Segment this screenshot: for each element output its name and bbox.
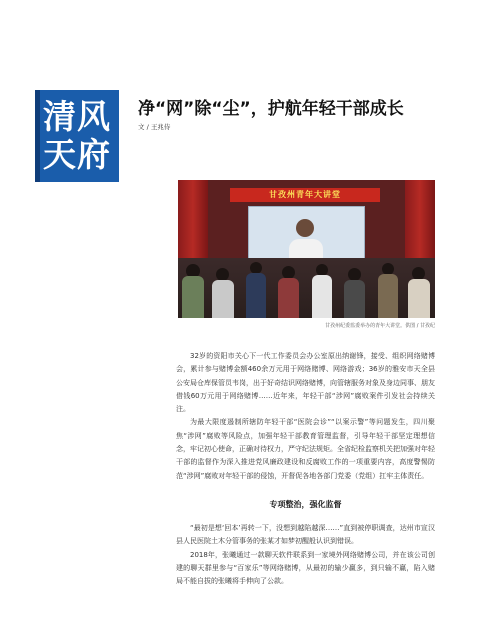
paragraph: 为最大限度遏制所辖防年轻干部“医院会诊”“以案示警”等问题发生，四川聚焦“涉网”腐败等风险点，加强年轻干部教育管理监督，引导年轻干部坚定理想信念，牢记初心使命，正确对待权力，严守纪法规矩。全省纪检监察机关把加强对年轻干部的监督作为深入推进党风廉政建设和反腐败工作的一项重要内容，高度警惕防范“涉网”腐败对年轻干部的侵蚀，开督促各地各部门党委（党组）扛牢主体责任。 xyxy=(176,418,435,480)
audience-body xyxy=(344,280,365,318)
audience-body xyxy=(312,275,332,318)
audience-body xyxy=(182,276,204,318)
paragraph: 32岁的资阳市关心下一代工作委员会办公室原出纳谢锋，接受、组织网络赌博会，累计参与赌博金额460余万元用于网络赌博、网络游戏；36岁的雅安市天全县公安局仓库保管员韦岗，出于好奇结识网络赌博，向管辖服务对象及身边同事、朋友借钱60万元用于网络赌博……近年来，年轻干部“涉网”腐败案件引发社会持续关注。 xyxy=(176,352,435,414)
audience-body xyxy=(378,274,398,318)
lecture-photo xyxy=(178,180,435,318)
photo-banner: 甘孜州青年大讲堂 xyxy=(230,188,380,202)
paragraph: “最初是想‘回本’再转一下，没想到越陷越深……”直到被停职调查，达州市宣汉县人民医院土木分管事务的张某才如梦初醒般认识到错误。 xyxy=(176,524,435,546)
column-title-line1: 清风 xyxy=(43,97,111,136)
photo-caption: 甘孜州纪委监委举办的青年大讲堂。供图 / 甘孜纪 xyxy=(325,323,435,329)
audience-body xyxy=(212,280,234,318)
audience xyxy=(178,258,435,318)
article-section-2 xyxy=(176,522,435,588)
article-section-1 xyxy=(176,350,435,483)
audience-body xyxy=(246,273,266,318)
headline: 净“网”除“尘”，护航年轻干部成长 xyxy=(138,99,404,119)
section-subheading: 专项整治，强化监督 xyxy=(269,500,342,509)
column-badge xyxy=(35,90,119,182)
column-badge-accent xyxy=(35,90,40,182)
column-title-line2: 天府 xyxy=(43,135,111,174)
byline: 文 / 王兆侍 xyxy=(138,123,171,131)
speaker-head xyxy=(296,219,314,237)
audience-body xyxy=(408,279,430,318)
audience-body xyxy=(278,278,299,318)
paragraph: 2018年，张曦通过一款聊天软件联系到一家境外网络赌博公司，并在该公司创建的聊天群里参与“百家乐”等网络赌博，从最初的输少赢多，到只输不赢，陷入赌局不能自拔的张曦将手伸向了公款。 xyxy=(176,550,435,586)
